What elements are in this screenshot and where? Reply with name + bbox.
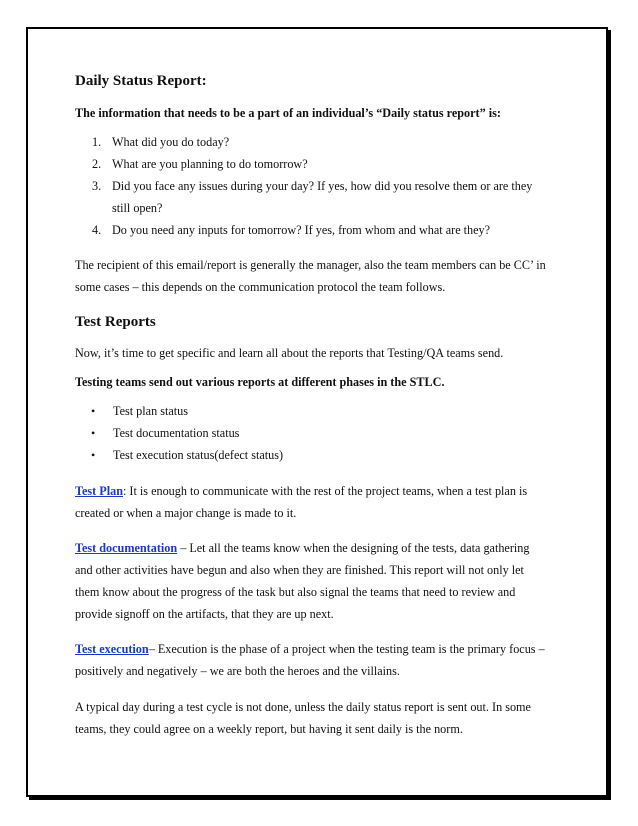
test-execution-link[interactable]: Test execution — [75, 642, 149, 656]
recipient-paragraph-line: some cases – this depends on the communication protocol the team follows. — [75, 280, 446, 294]
info-intro: The information that needs to be a part of an individual’s “Daily status report” is: — [75, 106, 501, 120]
closing-line: A typical day during a test cycle is not done, unless the daily status report is sent out. In some — [75, 700, 531, 714]
test-exec-text: – Execution is the phase of a project when the testing team is the primary focus – — [148, 642, 545, 656]
list-item-continuation: still open? — [112, 201, 163, 215]
list-number: 2. — [92, 157, 102, 171]
test-plan-link[interactable]: Test Plan — [75, 484, 123, 498]
test-exec-line — [75, 642, 545, 657]
list-item: Did you face any issues during your day? If yes, how did you resolve them or are they — [112, 179, 533, 193]
bullet-item: Test documentation status — [113, 426, 240, 440]
bullet-item: Test execution status(defect status) — [113, 448, 284, 462]
closing-line: teams, they could agree on a weekly report, but having it sent daily is the norm. — [75, 722, 463, 736]
testing-teams-bold-line: Testing teams send out various reports at different phases in the STLC. — [75, 375, 445, 389]
list-number: 4. — [92, 223, 102, 237]
test-reports-heading: Test Reports — [75, 314, 156, 330]
bullet-item: Test plan status — [113, 404, 188, 418]
test-doc-line: and other activities have begun and also when they are finished. This report will not only let — [75, 563, 524, 577]
test-plan-line-2: created or when a major change is made to it. — [75, 506, 297, 520]
bullet-icon: • — [91, 426, 96, 440]
test-doc-line: provide signoff on the artifacts, that they are up next. — [75, 607, 334, 621]
bullet-icon: • — [91, 448, 96, 462]
test-doc-line — [75, 541, 529, 556]
list-number: 1. — [92, 135, 102, 149]
test-doc-text: – Let all the teams know when the designing of the tests, data gathering — [177, 541, 530, 555]
test-plan-line — [75, 484, 527, 499]
bullet-icon: • — [91, 404, 96, 418]
list-number: 3. — [92, 179, 102, 193]
test-doc-line: them know about the progress of the task but also signal the teams that need to review and — [75, 585, 516, 599]
test-reports-intro: Now, it’s time to get specific and learn all about the reports that Testing/QA teams send. — [75, 346, 504, 360]
test-documentation-link[interactable]: Test documentation — [75, 541, 178, 555]
list-item: What did you do today? — [112, 135, 230, 149]
daily-status-heading: Daily Status Report: — [75, 73, 207, 89]
list-item: Do you need any inputs for tomorrow? If yes, from whom and what are they? — [112, 223, 491, 237]
test-plan-text: : It is enough to communicate with the rest of the project teams, when a test plan is — [122, 484, 528, 498]
test-exec-line-2: positively and negatively – we are both the heroes and the villains. — [75, 664, 400, 678]
list-item: What are you planning to do tomorrow? — [112, 157, 308, 171]
recipient-paragraph-line: The recipient of this email/report is generally the manager, also the team members can be CC’ in — [75, 258, 546, 272]
